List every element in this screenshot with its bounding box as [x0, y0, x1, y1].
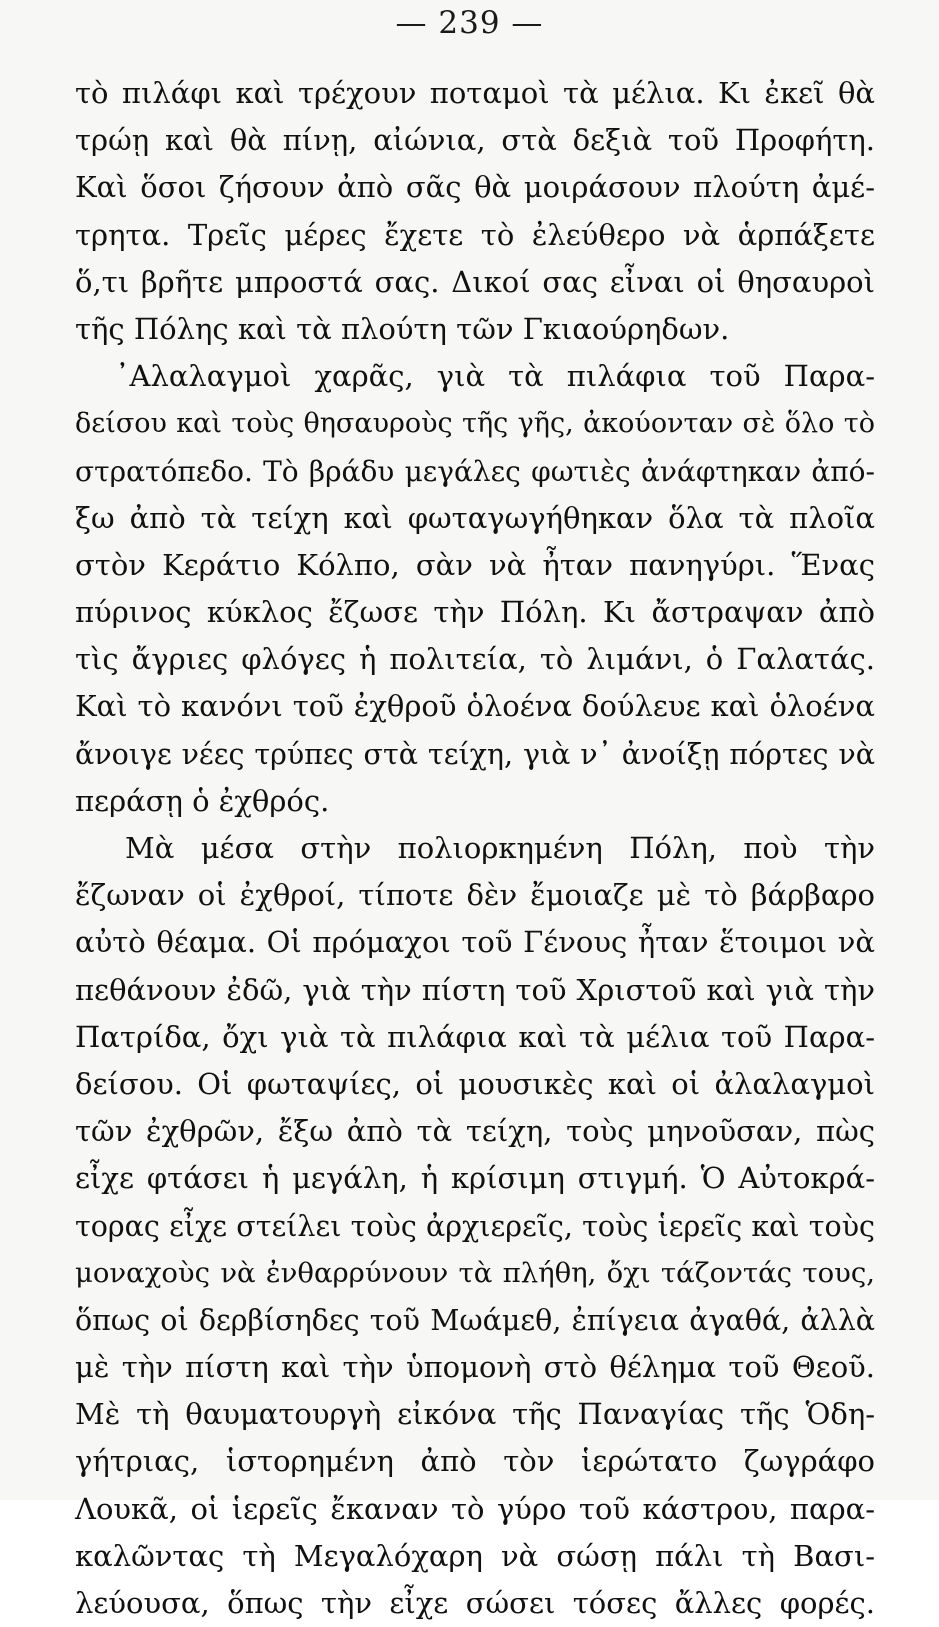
text-line: ὅ,τι βρῆτε μπροστά σας. Δικοί σας εἶναι οἱ θησαυροὶ — [75, 264, 875, 299]
text-line: τρητα. Τρεῖς μέρες ἔχετε τὸ ἐλεύθερο νὰ ἁρπάξετε — [75, 217, 875, 252]
text-line: τῆς Πόλης καὶ τὰ πλούτη τῶν Γκιαούρηδων. — [75, 311, 730, 346]
text-line: Μὲ τὴ θαυματουργὴ εἰκόνα τῆς Παναγίας τῆς Ὁδη- — [75, 1397, 875, 1432]
text-line: γήτριας, ἱστορημένη ἀπὸ τὸν ἱερώτατο ζωγράφο — [75, 1444, 875, 1479]
text-line: τὸ πιλάφι καὶ τρέχουν ποταμοὶ τὰ μέλια. Κι ἐκεῖ θὰ — [75, 76, 875, 110]
text-line: αὐτὸ θέαμα. Οἱ πρόμαχοι τοῦ Γένους ἦταν ἕτοιμοι νὰ — [75, 925, 875, 960]
text-line: Καὶ ὅσοι ζήσουν ἀπὸ σᾶς θὰ μοιράσουν πλούτη ἀμέ- — [75, 170, 875, 205]
text-line: τρώῃ καὶ θὰ πίνῃ, αἰώνια, στὰ δεξιὰ τοῦ Προφήτη. — [75, 123, 875, 158]
paragraph-start-line: Μὰ μέσα στὴν πολιορκημένη Πόλη, ποὺ τὴν — [125, 831, 875, 865]
text-line: δείσου. Οἱ φωταψίες, οἱ μουσικὲς καὶ οἱ ἀλαλαγμοὶ — [75, 1066, 875, 1101]
text-line: περάσῃ ὁ ἐχθρός. — [75, 783, 330, 818]
page-number: — 239 — — [395, 5, 544, 41]
text-line: δείσου καὶ τοὺς θησαυροὺς τῆς γῆς, ἀκούονταν σὲ ὅλο τὸ — [75, 408, 875, 440]
text-line: πεθάνουν ἐδῶ, γιὰ τὴν πίστη τοῦ Χριστοῦ καὶ γιὰ τὴν — [75, 972, 875, 1007]
text-line: Καὶ τὸ κανόνι τοῦ ἐχθροῦ ὁλοένα δούλευε καὶ ὁλοένα — [75, 689, 875, 724]
text-line: Πατρίδα, ὄχι γιὰ τὰ πιλάφια καὶ τὰ μέλια τοῦ Παρα- — [75, 1019, 875, 1054]
text-line: ἄνοιγε νέες τρύπες στὰ τείχη, γιὰ ν᾿ ἀνοίξῃ πόρτες νὰ — [75, 737, 875, 771]
text-line: τορας εἶχε στείλει τοὺς ἀρχιερεῖς, τοὺς ἱερεῖς καὶ τοὺς — [75, 1209, 875, 1243]
text-line: ὅπως οἱ δερβίσηδες τοῦ Μωάμεθ, ἐπίγεια ἀγαθά, ἀλλὰ — [75, 1303, 875, 1337]
text-line: Λουκᾶ, οἱ ἱερεῖς ἔκαναν τὸ γύρο τοῦ κάστρου, παρα- — [75, 1491, 875, 1526]
text-line: ξω ἀπὸ τὰ τείχη καὶ φωταγωγήθηκαν ὅλα τὰ πλοῖα — [75, 500, 875, 535]
text-line: τῶν ἐχθρῶν, ἔξω ἀπὸ τὰ τείχη, τοὺς μηνοῦσαν, πὼς — [75, 1114, 875, 1149]
text-line: μοναχοὺς νὰ ἐνθαρρύνουν τὰ πλήθη, ὄχι τάζοντάς τους, — [75, 1256, 875, 1289]
text-line: λεύουσα, ὅπως τὴν εἶχε σώσει τόσες ἄλλες φορές. — [75, 1586, 875, 1620]
text-line: πύρινος κύκλος ἔζωσε τὴν Πόλη. Κι ἄστραψαν ἀπὸ — [75, 595, 875, 630]
text-line: καλῶντας τὴ Μεγαλόχαρη νὰ σώσῃ πάλι τὴ Βασι- — [75, 1538, 875, 1573]
paragraph-start-line: ᾿Αλαλαγμοὶ χαρᾶς, γιὰ τὰ πιλάφια τοῦ Παρα- — [115, 359, 875, 394]
text-line: ἔζωναν οἱ ἐχθροί, τίποτε δὲν ἔμοιαζε μὲ τὸ βάρβαρο — [75, 878, 875, 913]
body-text — [75, 70, 875, 1627]
text-line: στρατόπεδο. Τὸ βράδυ μεγάλες φωτιὲς ἀνάφτηκαν ἀπό- — [75, 454, 875, 488]
text-line: στὸν Κεράτιο Κόλπο, σὰν νὰ ἦταν πανηγύρι. Ἕνας — [75, 547, 875, 582]
text-line: τὶς ἄγριες φλόγες ἡ πολιτεία, τὸ λιμάνι, ὁ Γαλατάς. — [75, 642, 875, 677]
text-line: εἶχε φτάσει ἡ μεγάλη, ἡ κρίσιμη στιγμή. Ὁ Αὐτοκρά- — [75, 1161, 875, 1196]
text-line: μὲ τὴν πίστη καὶ τὴν ὑπομονὴ στὸ θέλημα τοῦ Θεοῦ. — [75, 1350, 875, 1385]
